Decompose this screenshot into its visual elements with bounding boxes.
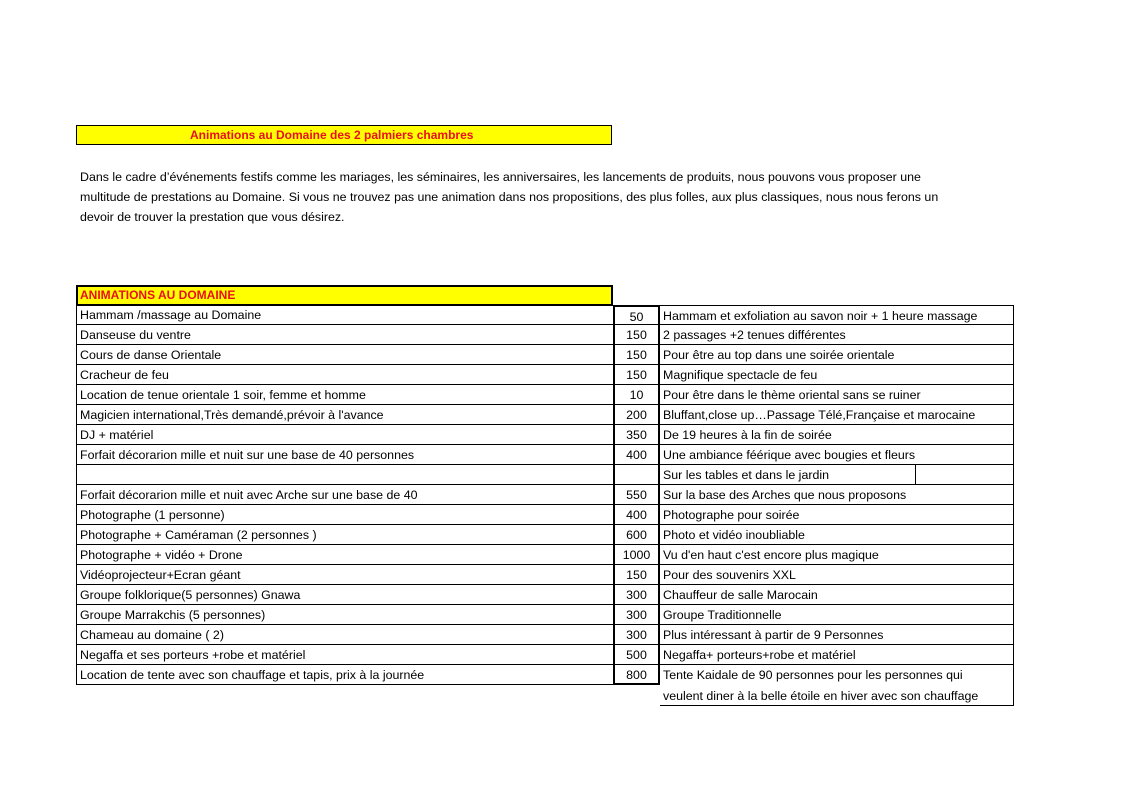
service-name-cell: Negaffa et ses porteurs +robe et matériel: [76, 645, 613, 665]
price-cell: 200: [613, 405, 660, 425]
cell-divider: [915, 465, 916, 484]
description-cell: [660, 305, 1014, 325]
description-text: Groupe Traditionnelle: [663, 608, 782, 622]
description-cell: [660, 325, 1014, 345]
table-row: [76, 445, 1014, 465]
description-cell: [660, 385, 1014, 405]
service-name-cell: Photographe (1 personne): [76, 505, 613, 525]
service-name-cell: Cracheur de feu: [76, 365, 613, 385]
intro-line: multitude de prestations au Domaine. Si vous ne trouvez pas une animation dans nos propositions, des plus folles, aux plus classiques, nous nous ferons un: [80, 190, 939, 204]
price-cell: 10: [613, 385, 660, 405]
section-header: ANIMATIONS AU DOMAINE: [76, 285, 613, 306]
description-text: Chauffeur de salle Marocain: [663, 588, 818, 602]
table-row: [76, 585, 1014, 605]
description-cell: [660, 625, 1014, 645]
service-name-cell: Location de tenue orientale 1 soir, femme et homme: [76, 385, 613, 405]
description-text: Plus intéressant à partir de 9 Personnes: [663, 628, 884, 642]
price-cell: 550: [613, 485, 660, 505]
description-text: Pour être au top dans une soirée orientale: [663, 348, 895, 362]
table-row: [76, 505, 1014, 525]
price-cell: 150: [613, 365, 660, 385]
price-cell: 150: [613, 345, 660, 365]
table-row: [76, 425, 1014, 445]
table-row: [76, 545, 1014, 565]
description-cell: [660, 425, 1014, 445]
description-text: Photo et vidéo inoubliable: [663, 528, 805, 542]
description-cell: [660, 605, 1014, 625]
service-name-cell: Forfait décorarion mille et nuit sur une base de 40 personnes: [76, 445, 613, 465]
description-cell: [660, 645, 1014, 665]
service-name-cell: Danseuse du ventre: [76, 325, 613, 345]
service-name-cell: Forfait décorarion mille et nuit avec Arche sur une base de 40: [76, 485, 613, 505]
description-text: Photographe pour soirée: [663, 508, 800, 522]
price-cell: 300: [613, 625, 660, 645]
price-cell: [613, 465, 660, 485]
description-text: Magnifique spectacle de feu: [663, 368, 818, 382]
description-cell: [660, 365, 1014, 385]
description-cell: [660, 585, 1014, 605]
intro-paragraph: [80, 167, 1040, 227]
service-name-cell: Location de tente avec son chauffage et tapis, prix à la journée: [76, 665, 613, 685]
table-row: [76, 345, 1014, 365]
table-row: [76, 305, 1014, 325]
price-cell: 300: [613, 605, 660, 625]
description-cell: [660, 505, 1014, 525]
intro-line: devoir de trouver la prestation que vous désirez.: [80, 210, 345, 224]
price-cell: 400: [613, 445, 660, 465]
table-row: [76, 385, 1014, 405]
description-cell: [660, 465, 1014, 485]
service-name-cell: Magicien international,Très demandé,prévoir à l'avance: [76, 405, 613, 425]
description-text: De 19 heures à la fin de soirée: [663, 428, 832, 442]
page-title-box: [76, 125, 612, 145]
price-cell: 800: [613, 665, 660, 685]
price-cell: 150: [613, 325, 660, 345]
description-text: Vu d'en haut c'est encore plus magique: [663, 548, 879, 562]
service-name-cell: Vidéoprojecteur+Ecran géant: [76, 565, 613, 585]
description-cell: [660, 445, 1014, 465]
price-cell: 1000: [613, 545, 660, 565]
description-text: Tente Kaidale de 90 personnes pour les personnes qui: [663, 668, 963, 682]
intro-line: Dans le cadre d’événements festifs comme les mariages, les séminaires, les anniversaires, les lancements de produits, nous pouvons vous proposer une: [80, 170, 921, 184]
service-name-cell: Photographe + vidéo + Drone: [76, 545, 613, 565]
description-text: Hammam et exfoliation au savon noir + 1 heure massage: [663, 309, 978, 323]
service-name-cell: Chameau au domaine ( 2): [76, 625, 613, 645]
table-row: [76, 645, 1014, 665]
description-cell: [660, 525, 1014, 545]
description-text: Bluffant,close up…Passage Télé,Française et marocaine: [663, 408, 976, 422]
description-continuation: veulent diner à la belle étoile en hiver avec son chauffage: [660, 685, 1014, 706]
table-row: [76, 525, 1014, 545]
description-text: Une ambiance féérique avec bougies et fleurs: [663, 448, 916, 462]
description-cell: [660, 485, 1014, 505]
service-name-cell: [76, 465, 613, 485]
description-cell: [660, 565, 1014, 585]
service-name-cell: Groupe Marrakchis (5 personnes): [76, 605, 613, 625]
table-row: [76, 665, 1014, 685]
service-name-cell: Groupe folklorique(5 personnes) Gnawa: [76, 585, 613, 605]
page-title: Animations au Domaine des 2 palmiers chambres: [190, 128, 474, 142]
description-text: Sur les tables et dans le jardin: [663, 468, 829, 482]
price-cell: 300: [613, 585, 660, 605]
description-cell: [660, 665, 1014, 685]
description-cell: [660, 405, 1014, 425]
description-cell: [660, 545, 1014, 565]
table-row: [76, 365, 1014, 385]
table-row: [76, 625, 1014, 645]
price-cell: 600: [613, 525, 660, 545]
table-row: [76, 325, 1014, 345]
service-name-cell: DJ + matériel: [76, 425, 613, 445]
description-text: Sur la base des Arches que nous proposons: [663, 488, 907, 502]
service-name-cell: Hammam /massage au Domaine: [76, 305, 613, 325]
animations-table: [76, 305, 1014, 703]
description-text: Negaffa+ porteurs+robe et matériel: [663, 648, 856, 662]
description-text: 2 passages +2 tenues différentes: [663, 328, 846, 342]
service-name-cell: Cours de danse Orientale: [76, 345, 613, 365]
price-cell: 150: [613, 565, 660, 585]
price-cell: 350: [613, 425, 660, 445]
description-text: Pour être dans le thème oriental sans se ruiner: [663, 388, 921, 402]
table-row: [76, 605, 1014, 625]
description-text: Pour des souvenirs XXL: [663, 568, 796, 582]
table-row: [76, 565, 1014, 585]
table-row: [76, 465, 1014, 485]
table-row: [76, 405, 1014, 425]
table-row: [76, 485, 1014, 505]
price-cell: 500: [613, 645, 660, 665]
description-cell: [660, 345, 1014, 365]
price-cell: 400: [613, 505, 660, 525]
service-name-cell: Photographe + Caméraman (2 personnes ): [76, 525, 613, 545]
price-cell: 50: [613, 305, 660, 325]
